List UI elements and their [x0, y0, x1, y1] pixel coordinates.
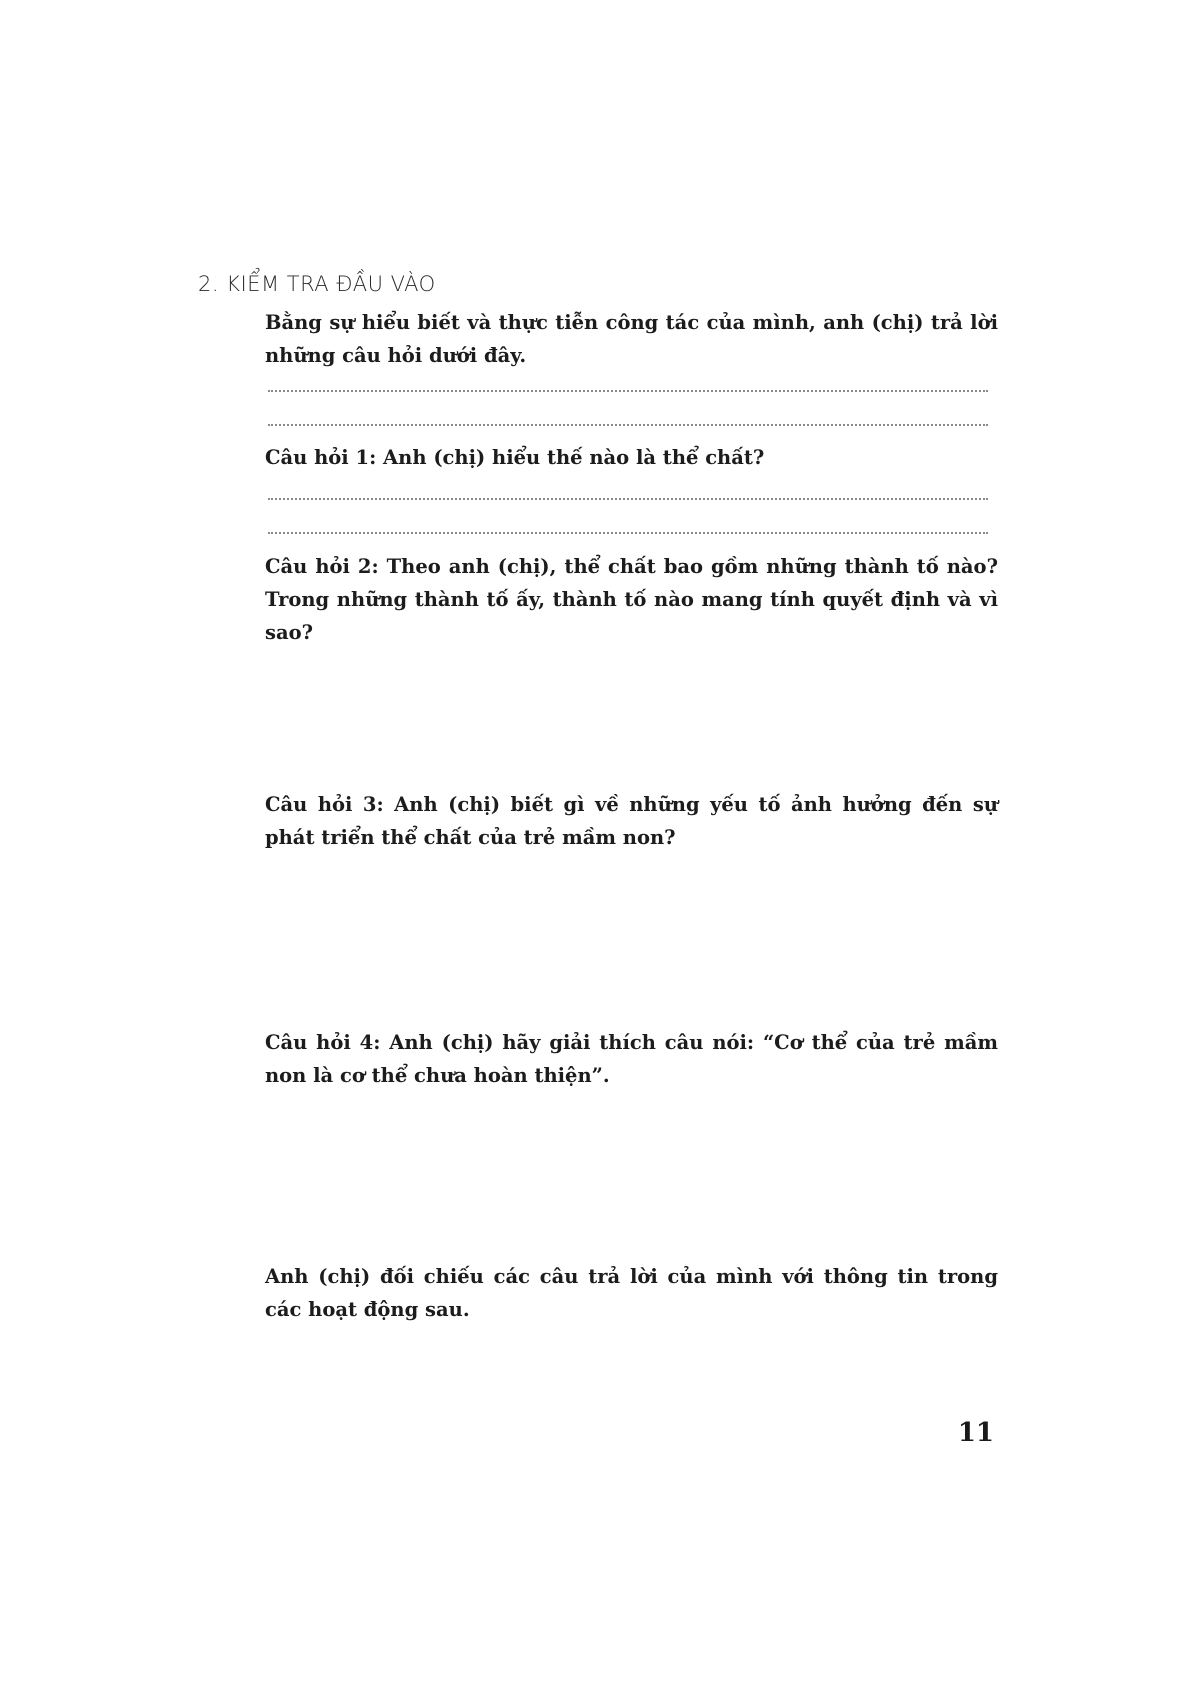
- question-2: Câu hỏi 2: Theo anh (chị), thể chất bao gồm những thành tố nào? Trong những thành tố ấy, thành tố nào mang tính quyết định và vì sao?: [265, 555, 998, 644]
- question-1: Câu hỏi 1: Anh (chị) hiểu thế nào là thể chất?: [265, 446, 765, 469]
- closing-paragraph: Anh (chị) đối chiếu các câu trả lời của mình với thông tin trong các hoạt động sau.: [265, 1265, 998, 1321]
- page-number: 11: [957, 1418, 994, 1448]
- question-3: Câu hỏi 3: Anh (chị) biết gì về những yếu tố ảnh hưởng đến sự phát triển thể chất của trẻ mầm non?: [265, 793, 998, 849]
- answer-line: [268, 390, 988, 392]
- answer-line: [268, 532, 988, 534]
- answer-line: [268, 424, 988, 426]
- section-title: 2. KIỂM TRA ĐẦU VÀO: [198, 272, 436, 296]
- intro-paragraph: Bằng sự hiểu biết và thực tiễn công tác của mình, anh (chị) trả lời những câu hỏi dưới đây.: [265, 311, 998, 367]
- question-4: Câu hỏi 4: Anh (chị) hãy giải thích câu nói: “Cơ thể của trẻ mầm non là cơ thể chưa hoàn thiện”.: [265, 1031, 998, 1087]
- answer-line: [268, 498, 988, 500]
